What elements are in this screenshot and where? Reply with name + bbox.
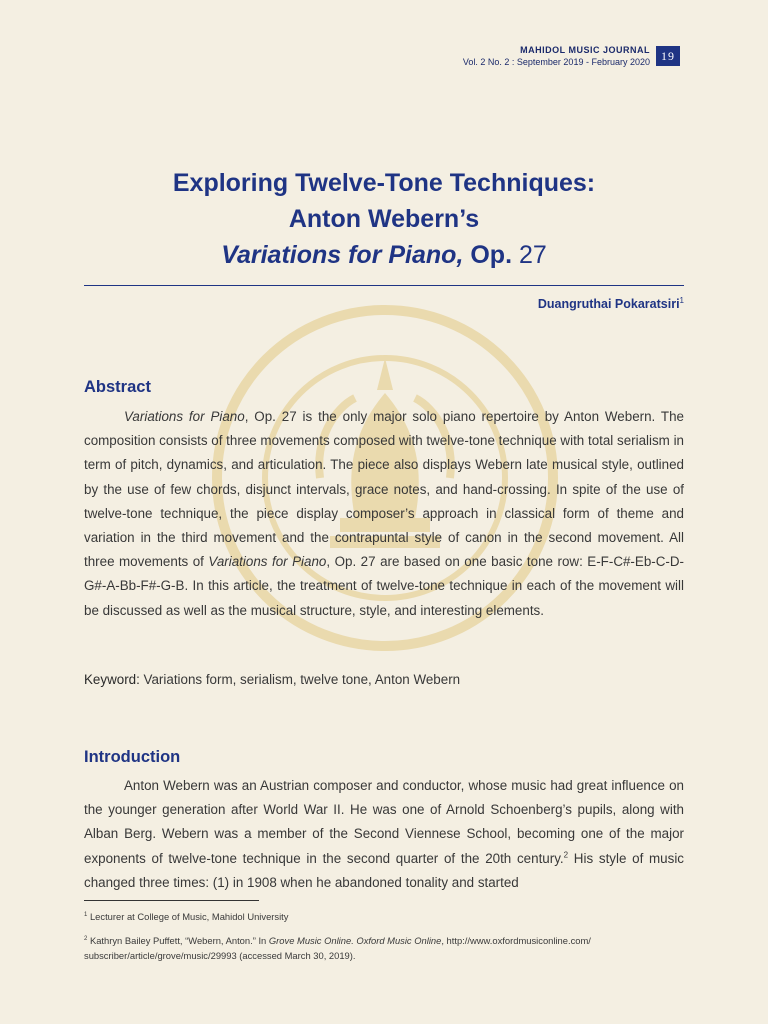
footnote-2-text-a: Kathryn Bailey Puffett, “Webern, Anton.” In	[87, 935, 269, 947]
abstract-paragraph	[84, 405, 684, 623]
footnote-1-text: Lecturer at College of Music, Mahidol University	[87, 911, 289, 923]
journal-name: MAHIDOL MUSIC JOURNAL	[520, 45, 650, 55]
running-header	[463, 44, 650, 68]
title-line-1: Exploring Twelve-Tone Techniques:	[172, 169, 596, 197]
abstract-text-2: , Op. 27 are based on one basic tone row: E-F-C#-Eb-C-D-G#-A-Bb-F#-G-B. In this article, the treatment of twelve-tone technique in each of the movement will be discussed as well as the musical structure, style, and interesting elements.	[84, 554, 684, 618]
keywords	[84, 672, 460, 687]
footnote-2-source: Grove Music Online. Oxford Music Online	[268, 935, 442, 947]
keywords-text: Variations form, serialism, twelve tone, Anton Webern	[139, 672, 461, 687]
footnote-1-number: 1	[84, 912, 88, 918]
keywords-label: Keyword:	[84, 672, 140, 687]
footnote-divider	[84, 900, 259, 901]
footnote-2	[84, 932, 684, 963]
title-opus-number: 27	[512, 241, 547, 269]
footnote-2-number: 2	[84, 936, 88, 942]
abstract-body	[84, 405, 684, 623]
article-title	[84, 165, 684, 273]
intro-footnote-ref: 2	[563, 850, 569, 860]
footnote-1	[84, 908, 684, 924]
title-divider	[84, 285, 684, 286]
title-line-2: Anton Webern’s	[288, 205, 480, 233]
intro-text-1: Anton Webern was an Austrian composer and conductor, whose music had great influence on the younger generation after World War II. He was one of Arnold Schoenberg’s pupils, along with Alban Berg. Webern was a member of the Second Viennese School, becoming one of the major exponents of twelve-tone technique in the second quarter of the 20th century.	[84, 778, 684, 866]
introduction-paragraph	[84, 774, 684, 895]
abstract-italic-2: Variations for Piano	[208, 554, 327, 570]
abstract-text-1: , Op. 27 is the only major solo piano repertoire by Anton Webern. The composition consists of three movements composed with twelve-tone technique with total serialism in term of pitch, dynamics, and articulation. The piece also displays Webern late musical style, outlined by the use of few chords, disjunct intervals, grace notes, and hand-crossing. In spite of the use of twelve-tone technique, the piece display composer’s approach in classical form of theme and variation in the third movement and the contrapuntal style of canon in the second movement. All three movements of	[84, 409, 684, 570]
author-name-text: Duangruthai Pokaratsiri	[537, 297, 680, 312]
page-number-badge: 19	[656, 46, 680, 66]
author-footnote-ref: 1	[679, 296, 684, 305]
title-op: Op.	[463, 241, 513, 269]
footnote-2-text-b: , http://www.oxfordmusiconline.com/ subscriber/article/grove/music/29993 (accessed March 30, 2019).	[84, 935, 591, 962]
title-work-name: Variations for Piano,	[221, 241, 464, 269]
journal-volume: Vol. 2 No. 2 : September 2019 - February 2020	[462, 57, 650, 67]
abstract-italic-1: Variations for Piano	[124, 409, 245, 424]
intro-text-2: His style of music changed three times: (1) in 1908 when he abandoned tonality and started	[84, 850, 684, 890]
abstract-heading: Abstract	[84, 378, 151, 396]
author-name	[538, 296, 684, 311]
introduction-body	[84, 774, 684, 895]
introduction-heading: Introduction	[84, 748, 181, 766]
title-line-3	[84, 237, 684, 273]
